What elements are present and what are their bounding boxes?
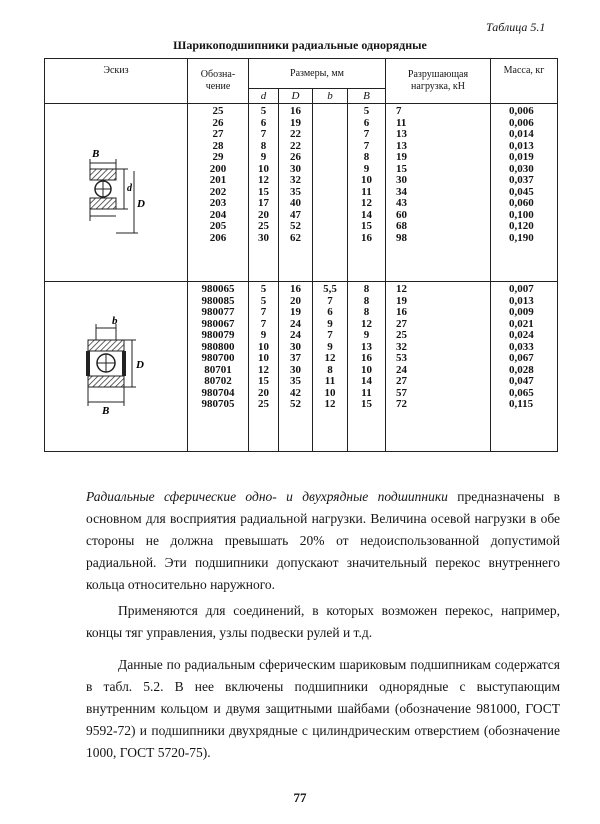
cell-b — [313, 129, 347, 141]
cell-mass: 0,021 — [509, 317, 534, 330]
cell-B: 6 — [363, 116, 370, 129]
cell-D: 24 — [290, 329, 301, 341]
paragraph-1-text: предназначены в основном для восприятия радиальной нагрузки. Величина осевой нагрузки в обе стороны не должна превышать 20% от недоиспользованной допустимой радиальной. Эти подшипники допускают значительный перекос внутреннего кольца относительно наружного. — [86, 489, 560, 592]
cell-B: 10 — [361, 174, 372, 186]
column-designation — [188, 104, 249, 282]
header-load-text: Разрушающая нагрузка, кН — [407, 69, 469, 92]
bearings-table — [44, 58, 558, 452]
header-d-small: d — [249, 89, 279, 104]
cell-b — [313, 221, 347, 233]
cell-D: 35 — [290, 185, 301, 198]
cell-B: 8 — [363, 306, 370, 318]
cell-designation: 201 — [209, 174, 227, 186]
column-b — [313, 104, 348, 282]
cell-designation: 980077 — [201, 306, 235, 318]
column-B — [348, 282, 386, 452]
cell-load: 13 — [396, 139, 408, 152]
cell-d: 12 — [258, 363, 269, 376]
cell-mass: 0,028 — [509, 363, 534, 376]
cell-B: 15 — [361, 220, 372, 232]
cell-d: 9 — [260, 151, 267, 163]
sketch1-label-d: d — [127, 183, 132, 194]
cell-load: 34 — [396, 185, 408, 198]
cell-D: 22 — [290, 128, 301, 140]
cell-D: 16 — [290, 105, 301, 117]
column-load — [386, 104, 491, 282]
cell-D: 32 — [290, 174, 301, 186]
cell-b: 10 — [324, 386, 336, 399]
cell-D: 47 — [290, 208, 301, 221]
cell-designation: 203 — [209, 197, 227, 209]
header-dimensions: Размеры, мм — [249, 59, 386, 89]
cell-D: 30 — [290, 340, 301, 353]
cell-d: 25 — [258, 220, 269, 232]
cell-D: 30 — [290, 363, 301, 376]
cell-load: 68 — [396, 220, 408, 232]
column-d — [249, 104, 279, 282]
cell-d: 7 — [260, 128, 267, 140]
cell-b — [313, 118, 347, 130]
sketch-cell — [45, 282, 188, 452]
cell-D: 19 — [290, 306, 301, 318]
cell-B: 5 — [363, 105, 370, 117]
sketch2-label-b: b — [112, 315, 118, 327]
column-mass — [491, 104, 558, 282]
cell-designation: 980705 — [201, 398, 235, 410]
cell-B: 16 — [361, 231, 372, 244]
cell-mass: 0,065 — [509, 386, 534, 399]
cell-B: 8 — [363, 294, 370, 307]
cell-b — [313, 164, 347, 176]
header-sketch: Эскиз — [45, 59, 188, 104]
cell-designation: 27 — [212, 128, 224, 140]
header-designation — [188, 59, 249, 104]
cell-load: 43 — [396, 197, 408, 209]
cell-load: 16 — [396, 306, 408, 318]
cell-designation: 980065 — [201, 283, 235, 295]
cell-designation: 80701 — [204, 363, 232, 376]
cell-load: 98 — [396, 231, 408, 244]
cell-load: 60 — [396, 208, 408, 221]
cell-b — [313, 175, 347, 187]
cell-D: 35 — [290, 375, 301, 387]
cell-load: 11 — [396, 116, 407, 129]
cell-b — [313, 210, 347, 222]
cell-b: 11 — [324, 375, 336, 387]
cell-B: 12 — [361, 317, 372, 330]
cell-B: 7 — [363, 128, 370, 140]
cell-mass: 0,047 — [509, 375, 534, 387]
cell-designation: 205 — [209, 220, 227, 232]
cell-mass: 0,033 — [509, 340, 534, 353]
cell-B: 9 — [363, 329, 370, 341]
cell-B: 11 — [361, 386, 372, 399]
bearing-sketch-two-row — [56, 310, 176, 420]
column-designation — [188, 282, 249, 452]
sketch2-label-B: B — [102, 405, 110, 417]
page-number: 77 — [293, 790, 307, 805]
cell-D: 16 — [290, 283, 301, 295]
cell-mass: 0,060 — [509, 197, 534, 209]
paragraph-1-italic: Радиальные сферические одно- и двухрядные подшипники — [86, 489, 448, 504]
cell-mass: 0,045 — [509, 185, 534, 198]
cell-mass: 0,007 — [509, 283, 534, 295]
cell-designation: 980700 — [201, 352, 235, 364]
cell-B: 8 — [363, 151, 370, 163]
cell-d: 10 — [258, 340, 269, 353]
cell-designation: 206 — [209, 231, 227, 244]
column-d — [249, 282, 279, 452]
table-title: Шарикоподшипники радиальные однорядные — [173, 38, 427, 52]
cell-load: 27 — [396, 375, 408, 387]
cell-designation: 980704 — [201, 386, 235, 399]
cell-mass: 0,190 — [509, 231, 534, 244]
paragraph-1 — [86, 486, 560, 596]
header-mass: Масса, кг — [491, 59, 558, 104]
cell-D: 20 — [290, 294, 301, 307]
cell-load: 15 — [396, 162, 408, 175]
cell-designation: 26 — [212, 116, 224, 129]
cell-D: 42 — [290, 386, 301, 399]
table-group-2 — [45, 282, 558, 452]
header-b-small: b — [313, 89, 348, 104]
cell-B: 14 — [361, 208, 372, 221]
cell-D: 30 — [290, 162, 301, 175]
paragraph-3-text: Данные по радиальным сферическим шариковым подшипникам содержатся в табл. 5.2. В нее включены подшипники однорядные с выступающим внутренним кольцом и двумя защитными шайбами (обозначение 981000, ГОСТ 9592-72) и подшипники двухрядные с цилиндрическим отверстием (обозначение 1000, ГОСТ 5720-75). — [86, 657, 560, 760]
cell-mass: 0,024 — [509, 329, 534, 341]
cell-mass: 0,006 — [509, 105, 534, 117]
cell-B: 13 — [361, 340, 372, 353]
cell-designation: 980079 — [201, 329, 235, 341]
header-load — [386, 59, 491, 104]
cell-d: 20 — [258, 386, 269, 399]
cell-D: 22 — [290, 139, 301, 152]
cell-load: 12 — [396, 283, 408, 295]
cell-b — [313, 106, 347, 118]
cell-B: 7 — [363, 139, 370, 152]
sketch-cell — [45, 104, 188, 282]
paragraph-3 — [86, 654, 560, 764]
cell-d: 12 — [258, 174, 269, 186]
cell-d: 10 — [258, 162, 269, 175]
cell-d: 5 — [260, 283, 267, 295]
cell-mass: 0,019 — [509, 151, 534, 163]
cell-designation: 28 — [212, 139, 224, 152]
cell-mass: 0,030 — [509, 162, 534, 175]
cell-b: 6 — [327, 306, 333, 318]
cell-D: 40 — [290, 197, 301, 209]
cell-D: 26 — [290, 151, 301, 163]
cell-d: 15 — [258, 185, 269, 198]
bearing-sketch-single-row — [56, 141, 176, 241]
cell-designation: 200 — [209, 162, 227, 175]
paragraph-2 — [86, 600, 560, 644]
cell-D: 19 — [290, 116, 301, 129]
table-group-1 — [45, 104, 558, 282]
header-D-large: D — [279, 89, 313, 104]
cell-load: 30 — [396, 174, 408, 186]
cell-designation: 25 — [212, 105, 224, 117]
cell-load: 19 — [396, 151, 408, 163]
cell-load: 24 — [396, 363, 408, 376]
sketch2-label-D: D — [136, 359, 144, 371]
cell-load: 53 — [396, 352, 408, 364]
cell-mass: 0,013 — [509, 294, 534, 307]
cell-load: 57 — [396, 386, 408, 399]
cell-b: 5,5 — [323, 283, 337, 295]
sketch1-label-D: D — [137, 198, 145, 210]
cell-B: 16 — [361, 352, 372, 364]
cell-load: 13 — [396, 128, 408, 140]
cell-d: 6 — [260, 116, 267, 129]
cell-d: 30 — [258, 231, 269, 244]
cell-d: 10 — [258, 352, 269, 364]
cell-d: 25 — [258, 398, 269, 410]
cell-d: 15 — [258, 375, 269, 387]
cell-d: 20 — [258, 208, 269, 221]
cell-mass: 0,037 — [509, 174, 534, 186]
column-D — [279, 104, 313, 282]
cell-load: 19 — [396, 294, 408, 307]
cell-designation: 202 — [209, 185, 227, 198]
cell-load: 27 — [396, 317, 408, 330]
cell-b: 9 — [327, 317, 333, 330]
cell-b — [313, 141, 347, 153]
paragraph-2-text: Применяются для соединений, в которых возможен перекос, например, концы тяг управления, узлы подвески рулей и т.д. — [86, 603, 560, 640]
cell-b — [313, 233, 347, 245]
cell-designation: 80702 — [204, 375, 232, 387]
cell-B: 9 — [363, 162, 370, 175]
cell-D: 62 — [290, 231, 301, 244]
cell-designation: 29 — [212, 151, 224, 163]
cell-load: 32 — [396, 340, 408, 353]
cell-mass: 0,115 — [509, 398, 534, 410]
cell-B: 8 — [363, 283, 370, 295]
cell-mass: 0,120 — [509, 220, 534, 232]
column-D — [279, 282, 313, 452]
table-body — [45, 104, 558, 452]
cell-D: 52 — [290, 398, 301, 410]
cell-designation: 980800 — [201, 340, 235, 353]
cell-designation: 980085 — [201, 294, 235, 307]
cell-mass: 0,009 — [509, 306, 534, 318]
cell-load: 72 — [396, 398, 408, 410]
cell-B: 10 — [361, 363, 372, 376]
sketch1-label-B: B — [92, 148, 100, 160]
cell-d: 5 — [260, 105, 267, 117]
cell-b: 12 — [324, 398, 336, 410]
column-mass — [491, 282, 558, 452]
cell-D: 24 — [290, 317, 301, 330]
cell-b: 8 — [327, 363, 333, 376]
cell-mass: 0,067 — [509, 352, 534, 364]
cell-B: 14 — [361, 375, 372, 387]
cell-b: 7 — [327, 329, 333, 341]
cell-b: 12 — [324, 352, 336, 364]
cell-B: 12 — [361, 197, 372, 209]
cell-D: 52 — [290, 220, 301, 232]
cell-d: 7 — [260, 317, 267, 330]
cell-mass: 0,014 — [509, 128, 534, 140]
cell-d: 5 — [260, 294, 267, 307]
cell-b — [313, 187, 347, 199]
cell-designation: 204 — [209, 208, 227, 221]
table-number: Таблица 5.1 — [486, 20, 546, 34]
cell-b: 9 — [327, 340, 333, 353]
cell-d: 9 — [260, 329, 267, 341]
cell-mass: 0,013 — [509, 139, 534, 152]
cell-D: 37 — [290, 352, 301, 364]
column-load — [386, 282, 491, 452]
cell-d: 7 — [260, 306, 267, 318]
cell-designation: 980067 — [201, 317, 235, 330]
cell-b: 7 — [327, 294, 333, 307]
cell-mass: 0,006 — [509, 116, 534, 129]
column-b — [313, 282, 348, 452]
cell-load: 25 — [396, 329, 408, 341]
cell-mass: 0,100 — [509, 208, 534, 221]
header-designation-text: Обозна- чение — [200, 69, 236, 92]
header-B-large: B — [348, 89, 386, 104]
cell-d: 17 — [258, 197, 269, 209]
cell-b — [313, 198, 347, 210]
column-B — [348, 104, 386, 282]
cell-b — [313, 152, 347, 164]
cell-d: 8 — [260, 139, 267, 152]
cell-load: 7 — [396, 105, 402, 117]
cell-B: 15 — [361, 398, 372, 410]
cell-B: 11 — [361, 185, 372, 198]
